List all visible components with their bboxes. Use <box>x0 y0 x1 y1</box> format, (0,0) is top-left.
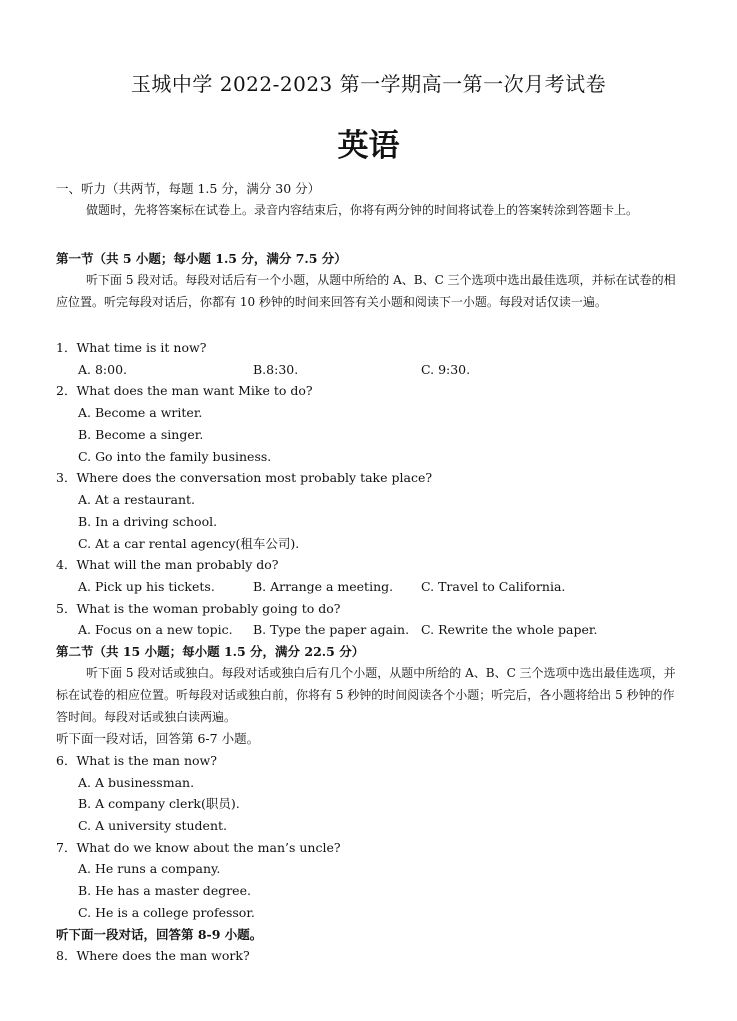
question-7-option-c: C. He is a college professor. <box>78 905 255 920</box>
exam-title: 玉城中学 2022-2023 第一学期高一第一次月考试卷 <box>130 72 607 96</box>
section2-instruction <box>56 663 681 728</box>
question-3-option-a: A. At a restaurant. <box>78 492 195 507</box>
section1-heading: 第一节（共 5 小题；每小题 1.5 分，满分 7.5 分） <box>56 251 347 266</box>
section1-instruction-text: 听下面 5 段对话。每段对话后有一个小题，从题中所给的 A、B、C 三个选项中选出最佳选项，并标在试卷的相应位置。听完每段对话后，你都有 10 秒钟的时间来回答有关小题和阅读下一小题。每段对话仅读一遍。 <box>56 273 676 309</box>
question-6-option-b: B. A company clerk(职员). <box>78 796 240 811</box>
question-2-option-a: A. Become a writer. <box>78 405 203 420</box>
question-7-option-b: B. He has a master degree. <box>78 883 251 898</box>
question-7-option-a: A. He runs a company. <box>78 861 221 876</box>
question-2-stem: 2．What does the man want Mike to do? <box>56 383 313 398</box>
question-2-option-b: B. Become a singer. <box>78 427 204 442</box>
question-3-stem: 3．Where does the conversation most probably take place? <box>56 470 433 485</box>
section1-instruction <box>56 270 681 314</box>
question-7-stem: 7．What do we know about the man’s uncle? <box>56 840 341 855</box>
question-5-option-c: C. Rewrite the whole paper. <box>421 622 598 637</box>
question-4-option-c: C. Travel to California. <box>421 579 566 594</box>
question-6-stem: 6．What is the man now? <box>56 753 217 768</box>
section2-heading: 第二节（共 15 小题；每小题 1.5 分，满分 22.5 分） <box>56 644 365 659</box>
question-6-option-c: C. A university student. <box>78 818 228 833</box>
question-6-option-a: A. A businessman. <box>78 775 195 790</box>
listening-cue-8-9: 听下面一段对话，回答第 8-9 小题。 <box>56 927 263 942</box>
question-2-option-c: C. Go into the family business. <box>78 449 272 464</box>
question-3-option-c: C. At a car rental agency(租车公司). <box>78 536 300 551</box>
question-3-option-b: B. In a driving school. <box>78 514 218 529</box>
part1-instruction <box>56 200 681 222</box>
question-5-stem: 5．What is the woman probably going to do? <box>56 601 341 616</box>
question-8-stem: 8．Where does the man work? <box>56 948 250 963</box>
section2-instruction-text: 听下面 5 段对话或独白。每段对话或独白后有几个小题，从题中所给的 A、B、C 三个选项中选出最佳选项，并标在试卷的相应位置。听每段对话或独白前，你将有 5 秒钟的时间阅读各个小题；听完后，各小题将给出 5 秒钟的作答时间。每段对话或独白读两遍。 <box>56 666 676 724</box>
question-1-option-a: A. 8:00. <box>78 362 128 377</box>
question-5-option-b: B. Type the paper again. <box>253 622 410 637</box>
part1-heading: 一、听力（共两节，每题 1.5 分，满分 30 分） <box>56 181 321 196</box>
listening-cue-6-7: 听下面一段对话，回答第 6-7 小题。 <box>56 731 260 746</box>
question-4-option-a: A. Pick up his tickets. <box>78 579 215 594</box>
question-4-option-b: B. Arrange a meeting. <box>253 579 394 594</box>
question-5-option-a: A. Focus on a new topic. <box>78 622 233 637</box>
question-4-stem: 4．What will the man probably do? <box>56 557 279 572</box>
question-1-stem: 1．What time is it now? <box>56 340 207 355</box>
question-1-option-b: B.8:30. <box>253 362 299 377</box>
question-1-option-c: C. 9:30. <box>421 362 471 377</box>
part1-instruction-text: 做题时，先将答案标在试卷上。录音内容结束后，你将有两分钟的时间将试卷上的答案转涂到答题卡上。 <box>86 203 639 217</box>
subject-title: 英语 <box>337 128 400 164</box>
